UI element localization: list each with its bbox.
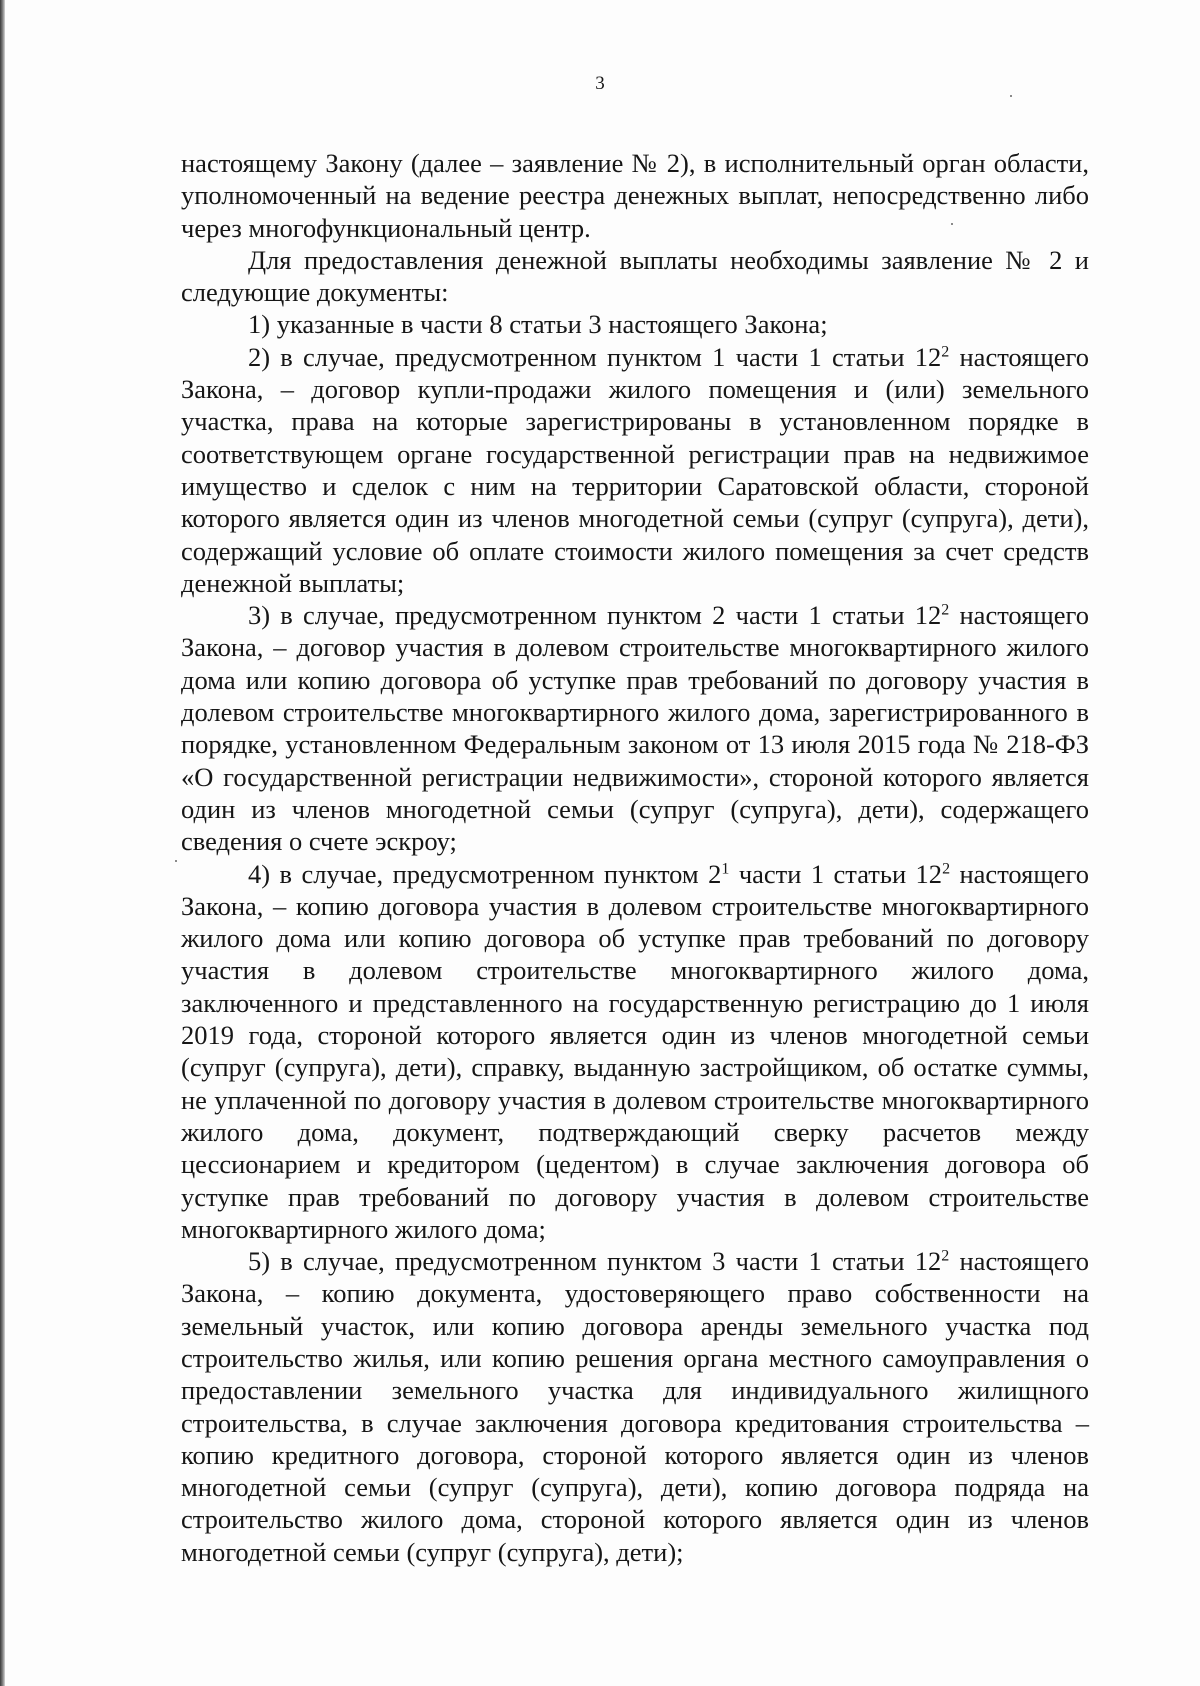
page-number: 3 xyxy=(595,73,605,94)
text-run: 1) указанные в части 8 статьи 3 настоящего Закона; xyxy=(248,309,828,340)
superscript-index: 2 xyxy=(942,859,951,877)
text-run: настоящему Закону (далее – заявление № 2), в исполнительный орган области, уполномоченный на ведение реестра денежных выплат, непосредственно либо через многофункциональный центр. xyxy=(181,148,1089,243)
text-run: 2) в случае, предусмотренном пунктом 1 части 1 статьи 12 xyxy=(248,341,942,372)
text-run: настоящего Закона, – договор купли-продажи жилого помещения и (или) земельного участка, права на которые зарегистрированы в установленном порядке в соответствующем органе государственной регистрации прав на недвижимое имущество и сделок с ним на территории Саратовской области, стороной которого является один из членов многодетной семьи (супруг (супруга), дети), содержащий условие об оплате стоимости жилого помещения за счет средств денежной выплаты; xyxy=(181,341,1089,598)
text-run: Для предоставления денежной выплаты необходимы заявление № 2 и следующие документы: xyxy=(181,244,1089,308)
p-item-5 xyxy=(181,1245,1089,1568)
superscript-index: 2 xyxy=(941,343,950,361)
text-run: 3) в случае, предусмотренном пунктом 2 части 1 статьи 12 xyxy=(248,600,942,631)
scan-edge-shadow xyxy=(0,0,5,1686)
text-run: части 1 статьи 12 xyxy=(729,858,943,889)
superscript-index: 1 xyxy=(721,859,730,877)
p-item-1 xyxy=(181,308,1089,340)
text-run: 5) в случае, предусмотренном пунктом 3 части 1 статьи 12 xyxy=(248,1246,942,1277)
p-continuation xyxy=(181,147,1089,244)
document-body xyxy=(181,147,1089,1568)
text-run: настоящего Закона, – копию договора участия в долевом строительстве многоквартирного жилого дома или копию договора об уступке прав требований по договору участия в долевом строительстве многоквартирного жилого дома, заключенного и представленного на государственную регистрацию до 1 июля 2019 года, стороной которого является один из членов многодетной семьи (супруг (супруга), дети), справку, выданную застройщиком, об остатке суммы, не уплаченной по договору участия в долевом строительстве многоквартирного жилого дома, документ, подтверждающий сверку расчетов между цессионарием и кредитором (цедентом) в случае заключения договора об уступке прав требований по договору участия в долевом строительстве многоквартирного жилого дома; xyxy=(181,858,1089,1244)
text-run: настоящего Закона, – копию документа, удостоверяющего право собственности на земельный участок, или копию договора аренды земельного участка под строительство жилья, или копию решения органа местного самоуправления о предоставлении земельного участка для индивидуального жилищного строительства, в случае заключения договора кредитования строительства – копию кредитного договора, стороной которого является один из членов многодетной семьи (супруг (супруга), дети), копию договора подряда на строительство жилого дома, стороной которого является один из членов многодетной семьи (супруг (супруга), дети); xyxy=(181,1246,1089,1567)
p-item-2 xyxy=(181,341,1089,599)
text-run: настоящего Закона, – договор участия в долевом строительстве многоквартирного жилого дома или копию договора об уступке прав требований по договору участия в долевом строительстве многоквартирного жилого дома, зарегистрированного в порядке, установленном Федеральным законом от 13 июля 2015 года № 218-ФЗ «О государственной регистрации недвижимости», стороной которого является один из членов многодетной семьи (супруг (супруга), дети), содержащего сведения о счете эскроу; xyxy=(181,600,1089,857)
p-intro xyxy=(181,244,1089,309)
p-item-4 xyxy=(181,858,1089,1246)
p-item-3 xyxy=(181,599,1089,857)
superscript-index: 2 xyxy=(941,1247,950,1265)
text-run: 4) в случае, предусмотренном пунктом 2 xyxy=(248,858,722,889)
superscript-index: 2 xyxy=(941,601,950,619)
scan-speck xyxy=(175,860,177,862)
